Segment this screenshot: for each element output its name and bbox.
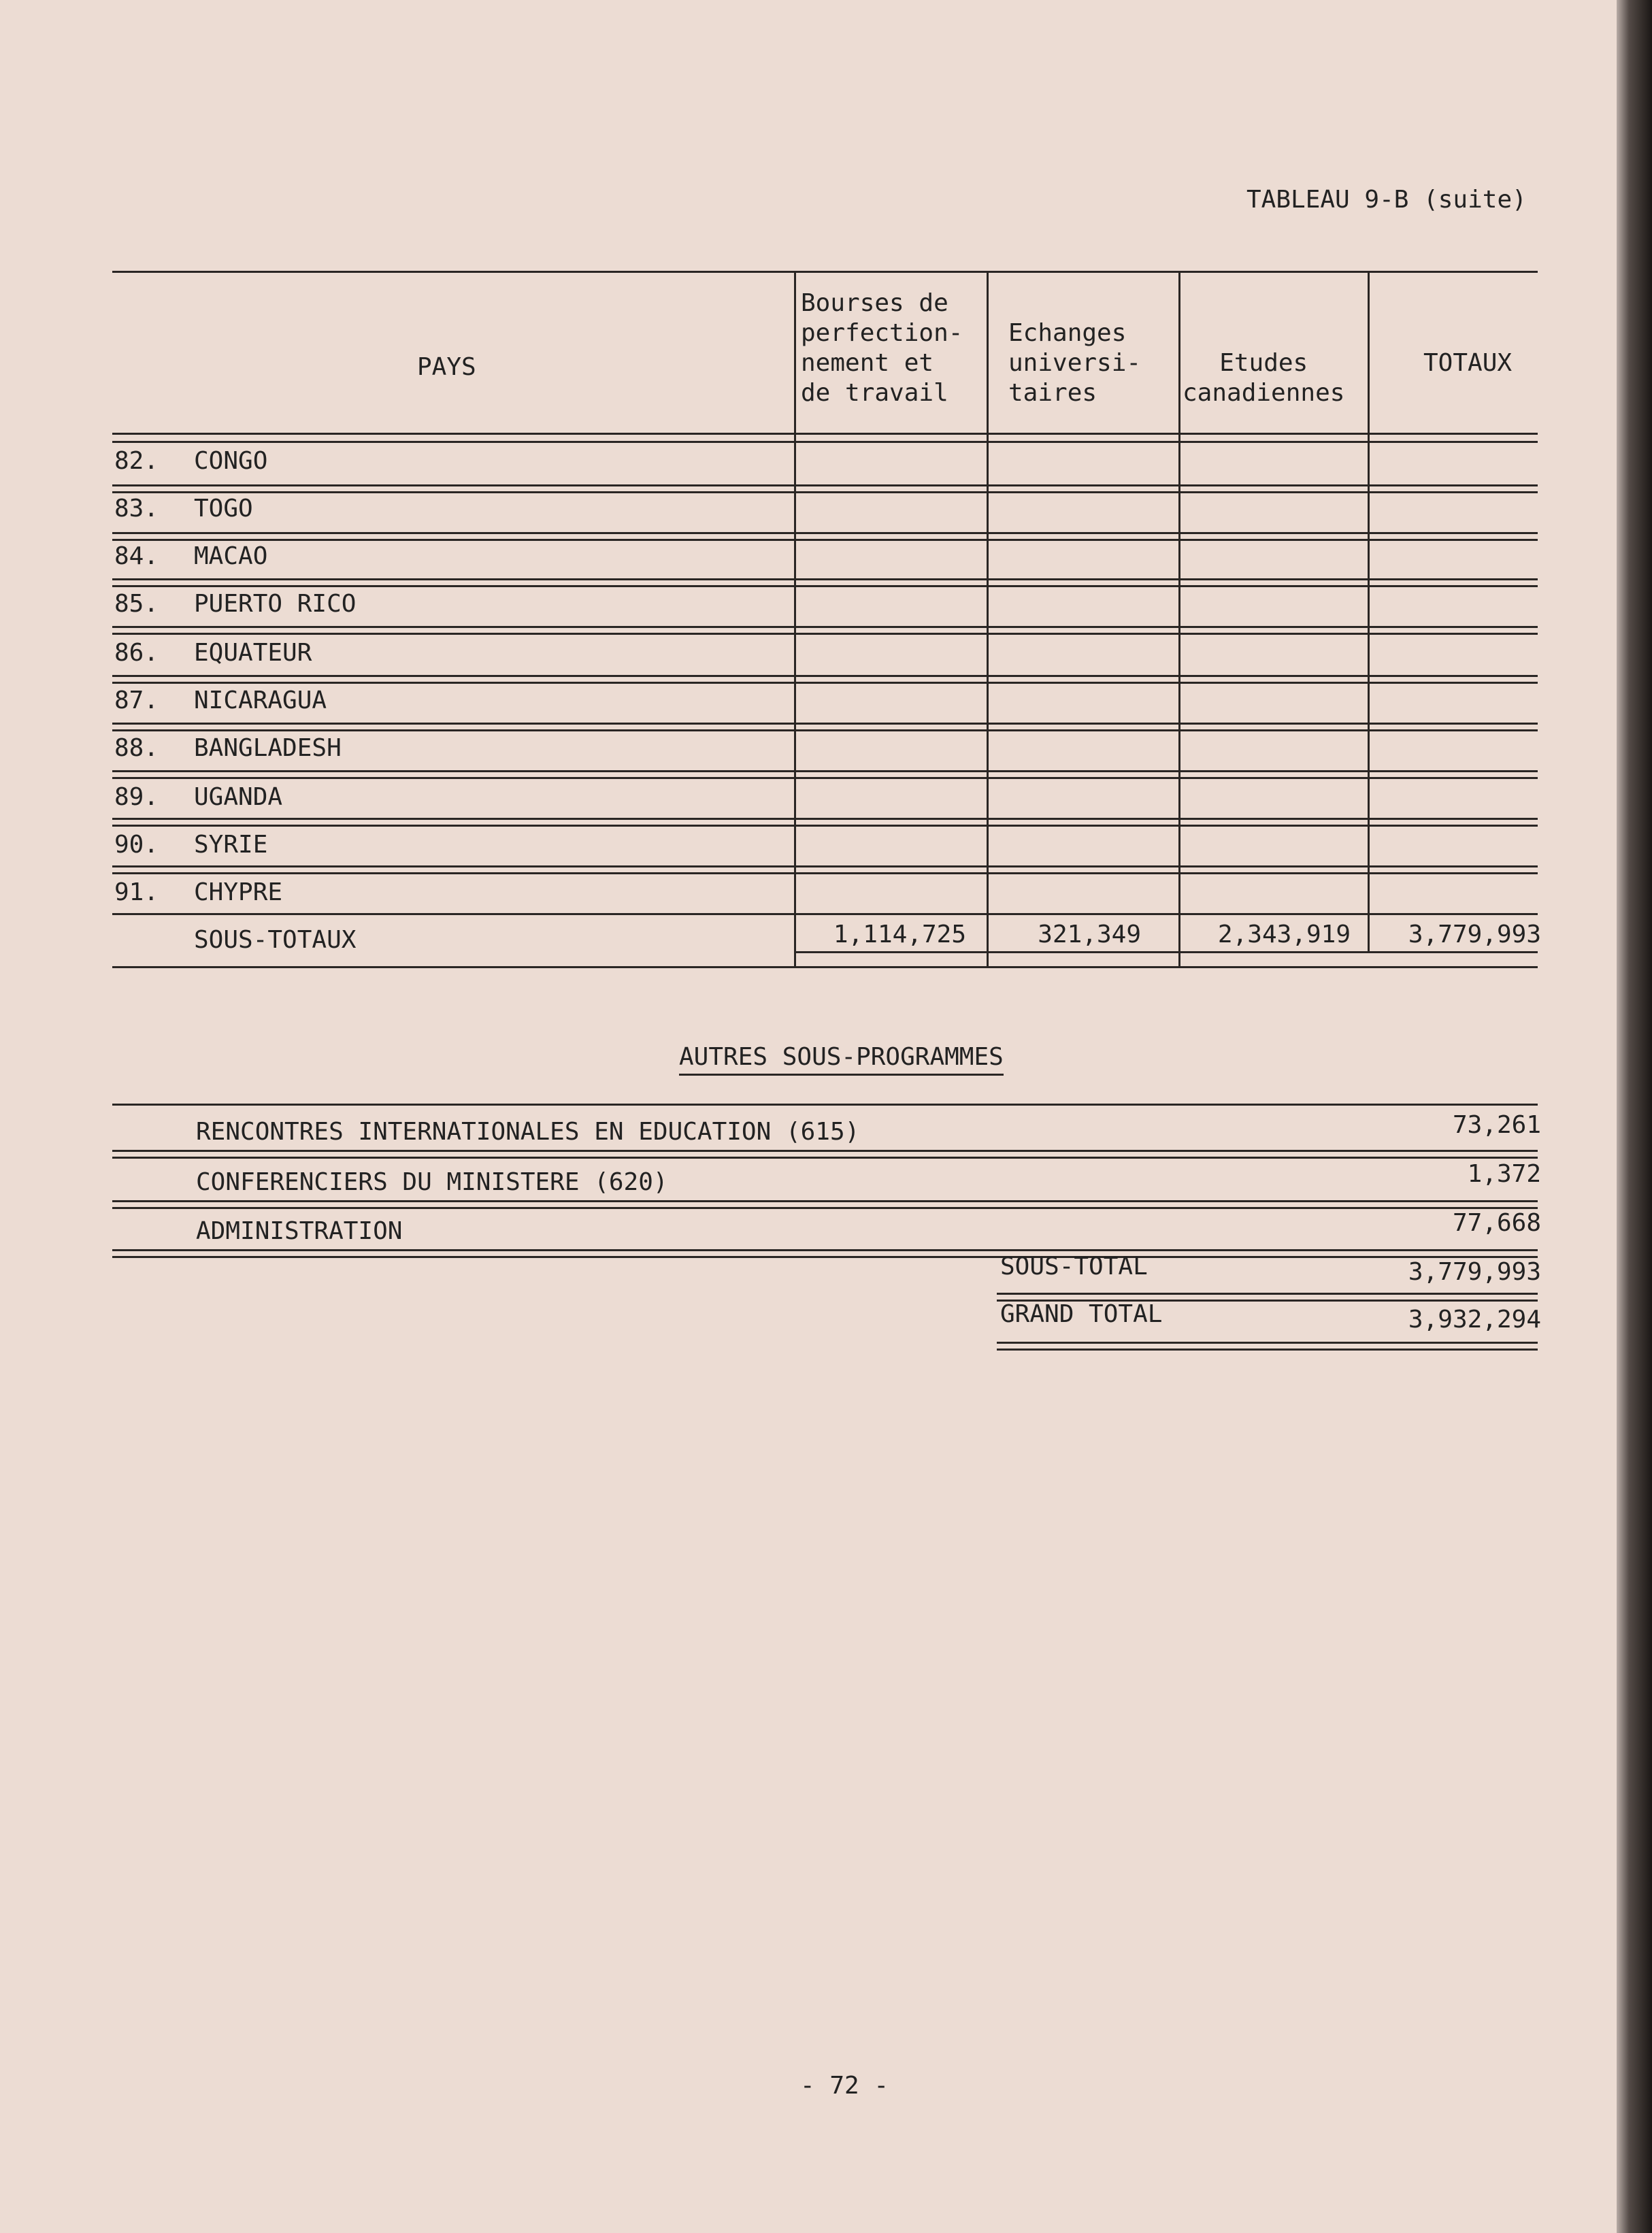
- row-rule: [112, 539, 1538, 541]
- row-country: MACAO: [194, 542, 268, 570]
- column-header-etudes: Etudes canadiennes: [1183, 349, 1345, 407]
- header-bottom-rule-2: [112, 441, 1538, 443]
- row-rule: [112, 675, 1538, 677]
- row-country: CONGO: [194, 447, 268, 475]
- row-rule: [112, 633, 1538, 635]
- column-separator-1: [794, 271, 796, 967]
- column-separator-2: [987, 271, 989, 967]
- row-number: 85.: [114, 590, 159, 618]
- row-country: CHYPRE: [194, 878, 283, 906]
- row-rule: [112, 770, 1538, 772]
- row-number: 86.: [114, 639, 159, 667]
- row-rule: [112, 532, 1538, 534]
- subtotals-rule-2: [112, 966, 1538, 968]
- sous-total-value: 3,779,993: [1408, 1258, 1541, 1286]
- autres-item-value: 77,668: [1452, 1209, 1541, 1237]
- row-number: 91.: [114, 878, 159, 906]
- column-header-bourses: Bourses de perfection- nement et de travail: [801, 289, 963, 407]
- header-top-rule: [112, 271, 1538, 273]
- row-number: 89.: [114, 783, 159, 811]
- header-bottom-rule: [112, 433, 1538, 435]
- sous-total-label: SOUS-TOTAL: [1000, 1253, 1148, 1280]
- autres-rule: [112, 1207, 1538, 1209]
- row-rule: [112, 578, 1538, 580]
- page-number: - 72 -: [800, 2072, 889, 2100]
- row-number: 90.: [114, 831, 159, 859]
- row-rule: [112, 682, 1538, 684]
- column-header-echanges: Echanges universi- taires: [1008, 319, 1142, 407]
- grand-total-rule: [997, 1342, 1538, 1344]
- row-rule: [112, 491, 1538, 493]
- column-header-totaux: TOTAUX: [1423, 349, 1513, 377]
- autres-rule: [112, 1200, 1538, 1202]
- subtotals-label: SOUS-TOTAUX: [194, 926, 357, 954]
- row-rule: [112, 777, 1538, 779]
- column-separator-3: [1178, 271, 1180, 967]
- row-number: 84.: [114, 542, 159, 570]
- autres-heading: AUTRES SOUS-PROGRAMMES: [679, 1044, 1004, 1076]
- row-country: PUERTO RICO: [194, 590, 357, 618]
- subtotals-rule: [794, 951, 1538, 953]
- autres-rule: [112, 1104, 1538, 1106]
- row-rule: [112, 865, 1538, 867]
- row-rule: [112, 872, 1538, 874]
- row-number: 83.: [114, 495, 159, 523]
- row-rule: [112, 913, 1538, 915]
- column-separator-4: [1368, 271, 1370, 951]
- row-number: 87.: [114, 687, 159, 714]
- row-rule: [112, 729, 1538, 731]
- row-country: TOGO: [194, 495, 253, 523]
- subtotals-echanges: 321,349: [1038, 921, 1141, 948]
- autres-item-label: CONFERENCIERS DU MINISTERE (620): [196, 1168, 668, 1196]
- row-country: EQUATEUR: [194, 639, 312, 667]
- autres-rule: [112, 1150, 1538, 1152]
- subtotals-totaux: 3,779,993: [1408, 921, 1541, 948]
- grand-total-label: GRAND TOTAL: [1000, 1300, 1163, 1328]
- grand-total-value: 3,932,294: [1408, 1306, 1541, 1334]
- autres-item-label: RENCONTRES INTERNATIONALES EN EDUCATION (615): [196, 1118, 860, 1146]
- autres-rule: [112, 1157, 1538, 1159]
- row-rule: [112, 484, 1538, 486]
- row-country: NICARAGUA: [194, 687, 327, 714]
- book-binding-edge: [1617, 0, 1652, 2233]
- row-rule: [112, 818, 1538, 820]
- row-rule: [112, 723, 1538, 725]
- autres-rule: [112, 1249, 1538, 1251]
- row-rule: [112, 825, 1538, 827]
- row-rule: [112, 585, 1538, 587]
- table-title: TABLEAU 9-B (suite): [1246, 186, 1527, 214]
- subtotals-etudes: 2,343,919: [1217, 921, 1351, 948]
- row-number: 82.: [114, 447, 159, 475]
- autres-item-value: 73,261: [1452, 1111, 1541, 1139]
- grand-total-rule-2: [997, 1349, 1538, 1351]
- row-number: 88.: [114, 734, 159, 762]
- sous-total-rule: [997, 1293, 1538, 1295]
- row-country: BANGLADESH: [194, 734, 342, 762]
- autres-rule: [112, 1256, 1538, 1258]
- autres-item-value: 1,372: [1467, 1160, 1541, 1188]
- row-rule: [112, 626, 1538, 628]
- row-country: SYRIE: [194, 831, 268, 859]
- subtotals-bourses: 1,114,725: [833, 921, 966, 948]
- autres-item-label: ADMINISTRATION: [196, 1217, 403, 1245]
- row-country: UGANDA: [194, 783, 283, 811]
- column-header-pays: PAYS: [417, 353, 476, 381]
